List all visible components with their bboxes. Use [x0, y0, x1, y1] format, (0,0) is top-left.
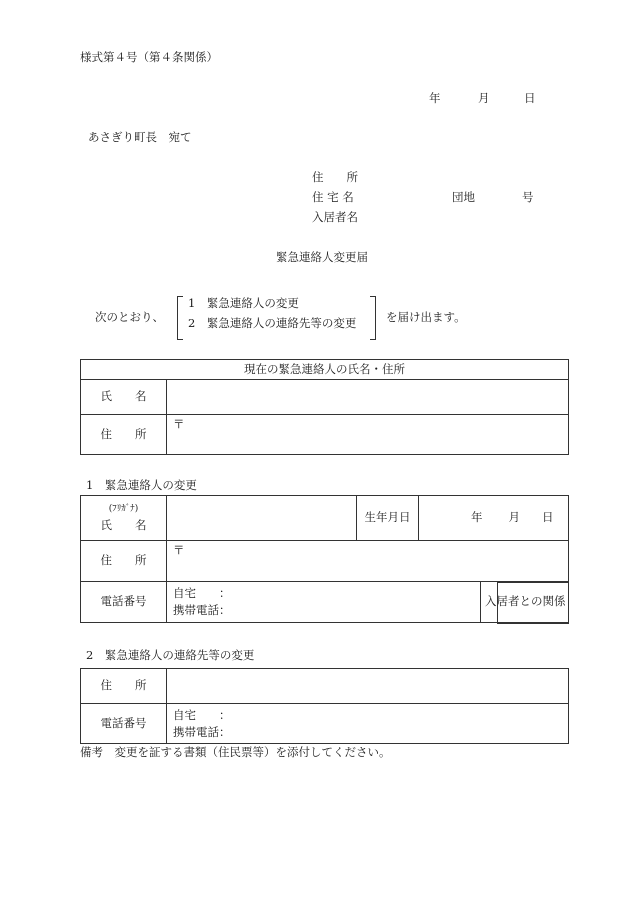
section1-address-value[interactable]: [167, 541, 569, 582]
current-name-value[interactable]: [167, 380, 569, 415]
section1-birthdate-label: 生年月日: [357, 496, 419, 541]
postal-mark: 〒: [173, 543, 185, 557]
birth-year: 年: [471, 510, 483, 525]
section2-address-label: 住 所: [81, 669, 167, 704]
section1-relation-value[interactable]: [497, 582, 569, 624]
right-bracket: [370, 296, 376, 340]
intro-option-1: 1 緊急連絡人の変更: [188, 296, 299, 310]
furigana-label: (ﾌﾘｶﾞﾅ): [108, 503, 139, 514]
section1-birthdate-value[interactable]: [419, 496, 569, 541]
current-address-value[interactable]: [167, 415, 569, 455]
relation-label: 入居者との関係: [485, 594, 566, 609]
applicant-number: 号: [522, 190, 534, 204]
applicant-address-label: 住 所: [312, 170, 358, 184]
birth-month: 月: [508, 510, 520, 525]
applicant-housing-label: 住 宅 名: [312, 190, 354, 204]
current-table-header: 現在の緊急連絡人の氏名・住所: [81, 360, 569, 380]
mobile-phone-label: 携帯電話：: [173, 603, 231, 617]
section1-address-label: 住 所: [81, 541, 167, 582]
section2-phone-value[interactable]: [167, 704, 569, 744]
section1-phone-value[interactable]: [167, 582, 481, 623]
left-bracket: [177, 296, 183, 340]
mobile-phone-label: 携帯電話：: [173, 724, 231, 739]
section1-phone-label: 電話番号: [81, 582, 167, 623]
section2-phone-label: 電話番号: [81, 704, 167, 744]
postal-mark: 〒: [173, 417, 185, 431]
current-address-label: 住 所: [81, 415, 167, 455]
date-year: 年: [429, 91, 441, 105]
form-title: 緊急連絡人変更届: [276, 250, 368, 264]
date-month: 月: [478, 91, 490, 105]
date-day: 日: [524, 91, 536, 105]
section2-heading: 2 緊急連絡人の連絡先等の変更: [86, 648, 255, 662]
note: 備考 変更を証する書類（住民票等）を添付してください。: [80, 745, 391, 759]
addressee: あさぎり町長 宛て: [88, 130, 192, 144]
birth-day: 日: [542, 510, 554, 525]
intro-suffix: を届け出ます。: [386, 310, 466, 324]
form-number: 様式第４号（第４条関係）: [80, 50, 218, 64]
applicant-resident-label: 入居者名: [312, 210, 358, 224]
current-name-label: 氏 名: [81, 380, 167, 415]
section1-name-value[interactable]: [167, 496, 357, 541]
section1-table: [80, 495, 569, 623]
applicant-danchi: 団地: [452, 190, 475, 204]
section2-address-value[interactable]: [167, 669, 569, 704]
home-phone-label: 自宅 ：: [173, 586, 231, 600]
section2-table: [80, 668, 569, 744]
intro-option-2: 2 緊急連絡人の連絡先等の変更: [188, 316, 357, 330]
current-contact-table: [80, 359, 569, 455]
home-phone-label: 自宅 ：: [173, 707, 231, 722]
section1-name-text: 氏 名: [100, 517, 147, 532]
section1-name-label: [81, 496, 167, 541]
section1-heading: 1 緊急連絡人の変更: [86, 478, 197, 492]
intro-prefix: 次のとおり、: [95, 310, 164, 324]
